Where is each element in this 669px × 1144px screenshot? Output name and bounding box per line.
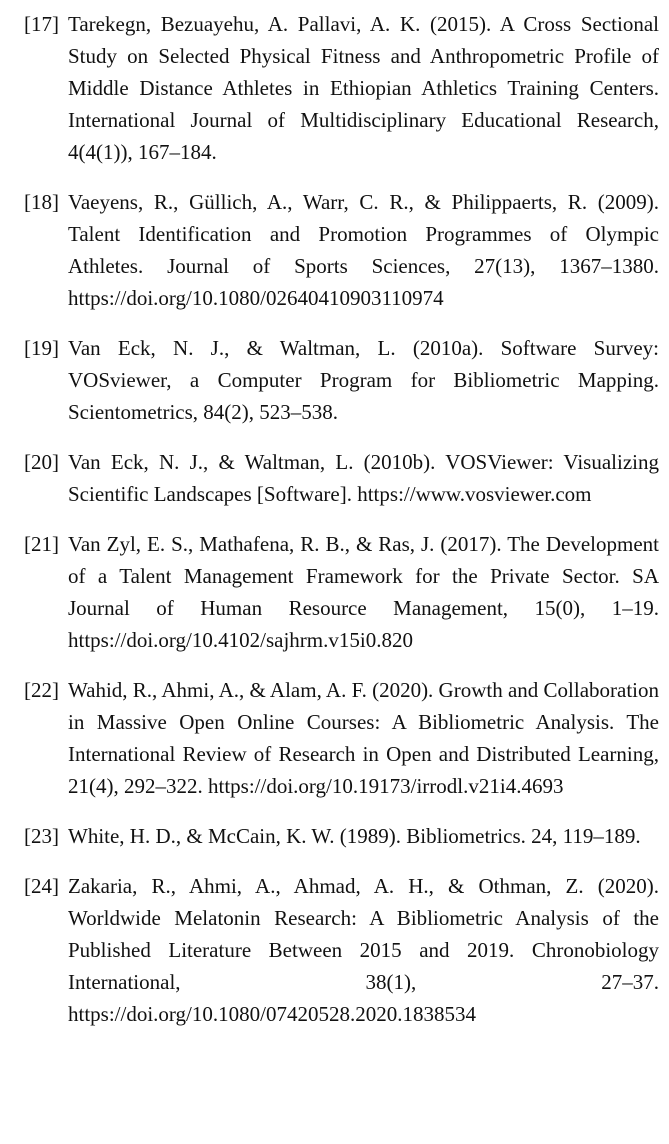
reference-number: [18] [24,190,59,214]
reference-number: [21] [24,532,59,556]
reference-text: Van Zyl, E. S., Mathafena, R. B., & Ras, J. (2017). The Development of a Talent Management Framework for the Private Sector. SA Journal of Human Resource Management, 15(0), 1–19. https://doi.org/10.4102/sajhrm.v15i0.820 [68,532,659,652]
reference-item-23 [24,820,659,852]
reference-item-17 [24,8,659,168]
reference-list [24,8,659,1030]
reference-text: Zakaria, R., Ahmi, A., Ahmad, A. H., & Othman, Z. (2020). Worldwide Melatonin Research: A Bibliometric Analysis of the Published Literature Between 2015 and 2019. Chronobiology International, 38(1), 27–37. https://doi.org/10.1080/07420528.2020.1838534 [68,874,659,1026]
reference-text: White, H. D., & McCain, K. W. (1989). Bibliometrics. 24, 119–189. [68,824,641,848]
reference-text: Van Eck, N. J., & Waltman, L. (2010b). VOSViewer: Visualizing Scientific Landscapes [Software]. https://www.vosviewer.com [68,450,659,506]
reference-text: Van Eck, N. J., & Waltman, L. (2010a). Software Survey: VOSviewer, a Computer Program for Bibliometric Mapping. Scientometrics, 84(2), 523–538. [68,336,659,424]
reference-item-22 [24,674,659,802]
reference-number: [24] [24,874,59,898]
reference-text: Tarekegn, Bezuayehu, A. Pallavi, A. K. (2015). A Cross Sectional Study on Selected Physical Fitness and Anthropometric Profile of Middle Distance Athletes in Ethiopian Athletics Training Centers. International Journal of Multidisciplinary Educational Research, 4(4(1)), 167–184. [68,12,659,164]
reference-item-24 [24,870,659,1030]
reference-number: [20] [24,450,59,474]
reference-text: Vaeyens, R., Güllich, A., Warr, C. R., & Philippaerts, R. (2009). Talent Identification and Promotion Programmes of Olympic Athletes. Journal of Sports Sciences, 27(13), 1367–1380. https://doi.org/10.1080/02640410903110974 [68,190,659,310]
reference-number: [17] [24,12,59,36]
reference-item-21 [24,528,659,656]
reference-text: Wahid, R., Ahmi, A., & Alam, A. F. (2020). Growth and Collaboration in Massive Open Online Courses: A Bibliometric Analysis. The International Review of Research in Open and Distributed Learning, 21(4), 292–322. https://doi.org/10.19173/irrodl.v21i4.4693 [68,678,660,798]
reference-item-19 [24,332,659,428]
reference-item-18 [24,186,659,314]
reference-number: [19] [24,336,59,360]
reference-number: [23] [24,824,59,848]
reference-item-20 [24,446,659,510]
reference-number: [22] [24,678,59,702]
